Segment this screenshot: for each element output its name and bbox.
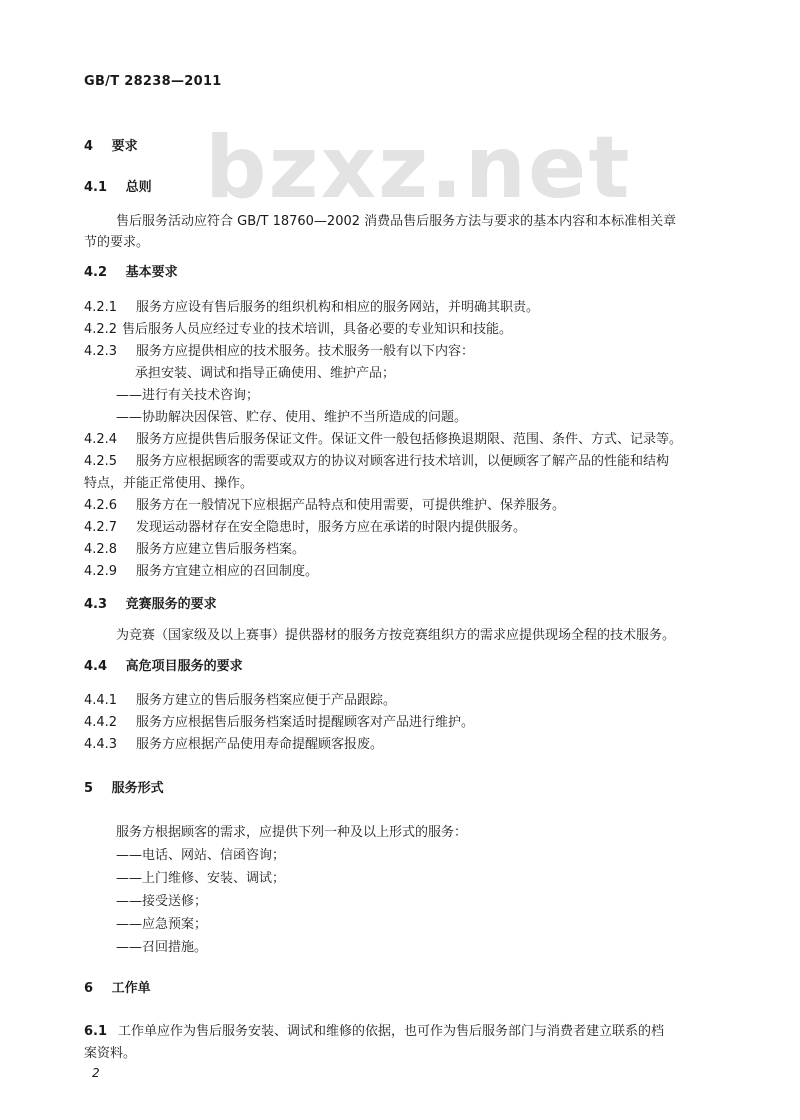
section-title: 竞赛服务的要求: [125, 597, 217, 612]
clause-4-2-4: [84, 433, 682, 446]
clause-number: 4.2.4: [84, 432, 118, 447]
list-item: ——协助解决因保管、贮存、使用、维护不当所造成的问题。: [116, 410, 468, 425]
section-number: 4.4: [84, 659, 108, 674]
list-item: ——进行有关技术咨询；: [116, 388, 260, 403]
clause-number: 4.4.3: [84, 737, 118, 752]
section-number: 4.3: [84, 597, 108, 612]
clause-text: 服务方应根据售后服务档案适时提醒顾客对产品进行维护。: [136, 715, 475, 730]
section-4-2-heading: [84, 266, 178, 279]
paragraph-line: 售后服务活动应符合 GB/T 18760—2002 消费品售后服务方法与要求的基本内容和本标准相关章: [116, 214, 677, 229]
paragraph-line: 节的要求。: [84, 235, 150, 250]
clause-4-2-9: [84, 565, 318, 578]
clause-4-2-2: [84, 323, 512, 336]
list-item: ——应急预案；: [116, 917, 208, 932]
clause-4-4-1: [84, 694, 396, 707]
clause-number: 4.4.1: [84, 693, 118, 708]
paragraph-line: 为竞赛（国家级及以上赛事）提供器材的服务方按竞赛组织方的需求应提供现场全程的技术服务。: [116, 628, 676, 643]
section-4-heading: [84, 140, 138, 153]
section-number: 4.1: [84, 180, 108, 195]
page-number: 2: [92, 1066, 100, 1080]
clause-text: 服务方应根据顾客的需要或双方的协议对顾客进行技术培训，以便顾客了解产品的性能和结构: [136, 454, 670, 469]
clause-text: 服务方建立的售后服务档案应便于产品跟踪。: [136, 693, 397, 708]
section-title: 基本要求: [125, 265, 178, 280]
clause-text: 服务方在一般情况下应根据产品特点和使用需要，可提供维护、保养服务。: [136, 498, 566, 513]
clause-text: 服务方应根据产品使用寿命提醒顾客报废。: [136, 737, 384, 752]
paragraph-line: 案资料。: [84, 1046, 137, 1061]
clause-number: 4.2.5: [84, 454, 118, 469]
clause-4-4-2: [84, 716, 474, 729]
clause-6-1: [84, 1025, 664, 1038]
clause-4-2-3: [84, 345, 474, 358]
clause-4-2-8: [84, 543, 305, 556]
section-4-1-heading: [84, 181, 152, 194]
list-item: 承担安装、调试和指导正确使用、维护产品；: [135, 366, 396, 381]
section-6-heading: [84, 982, 151, 995]
clause-text: 服务方应建立售后服务档案。: [136, 542, 306, 557]
clause-text: 服务方宜建立相应的召回制度。: [136, 564, 319, 579]
section-title: 服务形式: [111, 781, 164, 796]
section-4-4-heading: [84, 660, 243, 673]
clause-4-4-3: [84, 738, 383, 751]
clause-number: 4.2.1: [84, 300, 118, 315]
clause-text: 服务方应设有售后服务的组织机构和相应的服务网站，并明确其职责。: [136, 300, 540, 315]
clause-4-2-7: [84, 521, 526, 534]
clause-text: 工作单应作为售后服务安装、调试和维修的依据，也可作为售后服务部门与消费者建立联系的档: [118, 1024, 665, 1039]
section-number: 6: [84, 981, 94, 996]
clause-4-2-6: [84, 499, 565, 512]
clause-text: 服务方应提供相应的技术服务。技术服务一般有以下内容：: [136, 344, 475, 359]
clause-number: 4.2.9: [84, 564, 118, 579]
section-4-3-heading: [84, 598, 217, 611]
watermark: bzxz.net: [205, 118, 632, 218]
list-item: ——电话、网站、信函咨询；: [116, 848, 286, 863]
section-number: 4: [84, 139, 94, 154]
clause-text: 发现运动器材存在安全隐患时，服务方应在承诺的时限内提供服务。: [136, 520, 527, 535]
clause-number: 6.1: [84, 1024, 108, 1039]
clause-number: 4.2.3: [84, 344, 118, 359]
section-number: 4.2: [84, 265, 108, 280]
list-item: ——召回措施。: [116, 940, 208, 955]
section-title: 高危项目服务的要求: [125, 659, 243, 674]
section-title: 总则: [125, 180, 152, 195]
clause-number: 4.2.8: [84, 542, 118, 557]
clause-number: 4.2.7: [84, 520, 118, 535]
paragraph-line: 服务方根据顾客的需求，应提供下列一种及以上形式的服务：: [116, 825, 468, 840]
list-item: ——接受送修；: [116, 894, 208, 909]
standard-id-header: GB/T 28238—2011: [84, 74, 222, 89]
paragraph-line: 特点，并能正常使用、操作。: [84, 476, 254, 491]
clause-number: 4.2.6: [84, 498, 118, 513]
clause-4-2-1: [84, 301, 539, 314]
clause-number: 4.4.2: [84, 715, 118, 730]
section-title: 工作单: [111, 981, 151, 996]
section-title: 要求: [111, 139, 138, 154]
clause-number: 4.2.2: [84, 322, 118, 337]
list-item: ——上门维修、安装、调试；: [116, 871, 286, 886]
section-number: 5: [84, 781, 94, 796]
clause-text: 售后服务人员应经过专业的技术培训，具备必要的专业知识和技能。: [122, 322, 513, 337]
clause-4-2-5: [84, 455, 669, 468]
clause-text: 服务方应提供售后服务保证文件。保证文件一般包括修换退期限、范围、条件、方式、记录等。: [136, 432, 683, 447]
section-5-heading: [84, 782, 164, 795]
